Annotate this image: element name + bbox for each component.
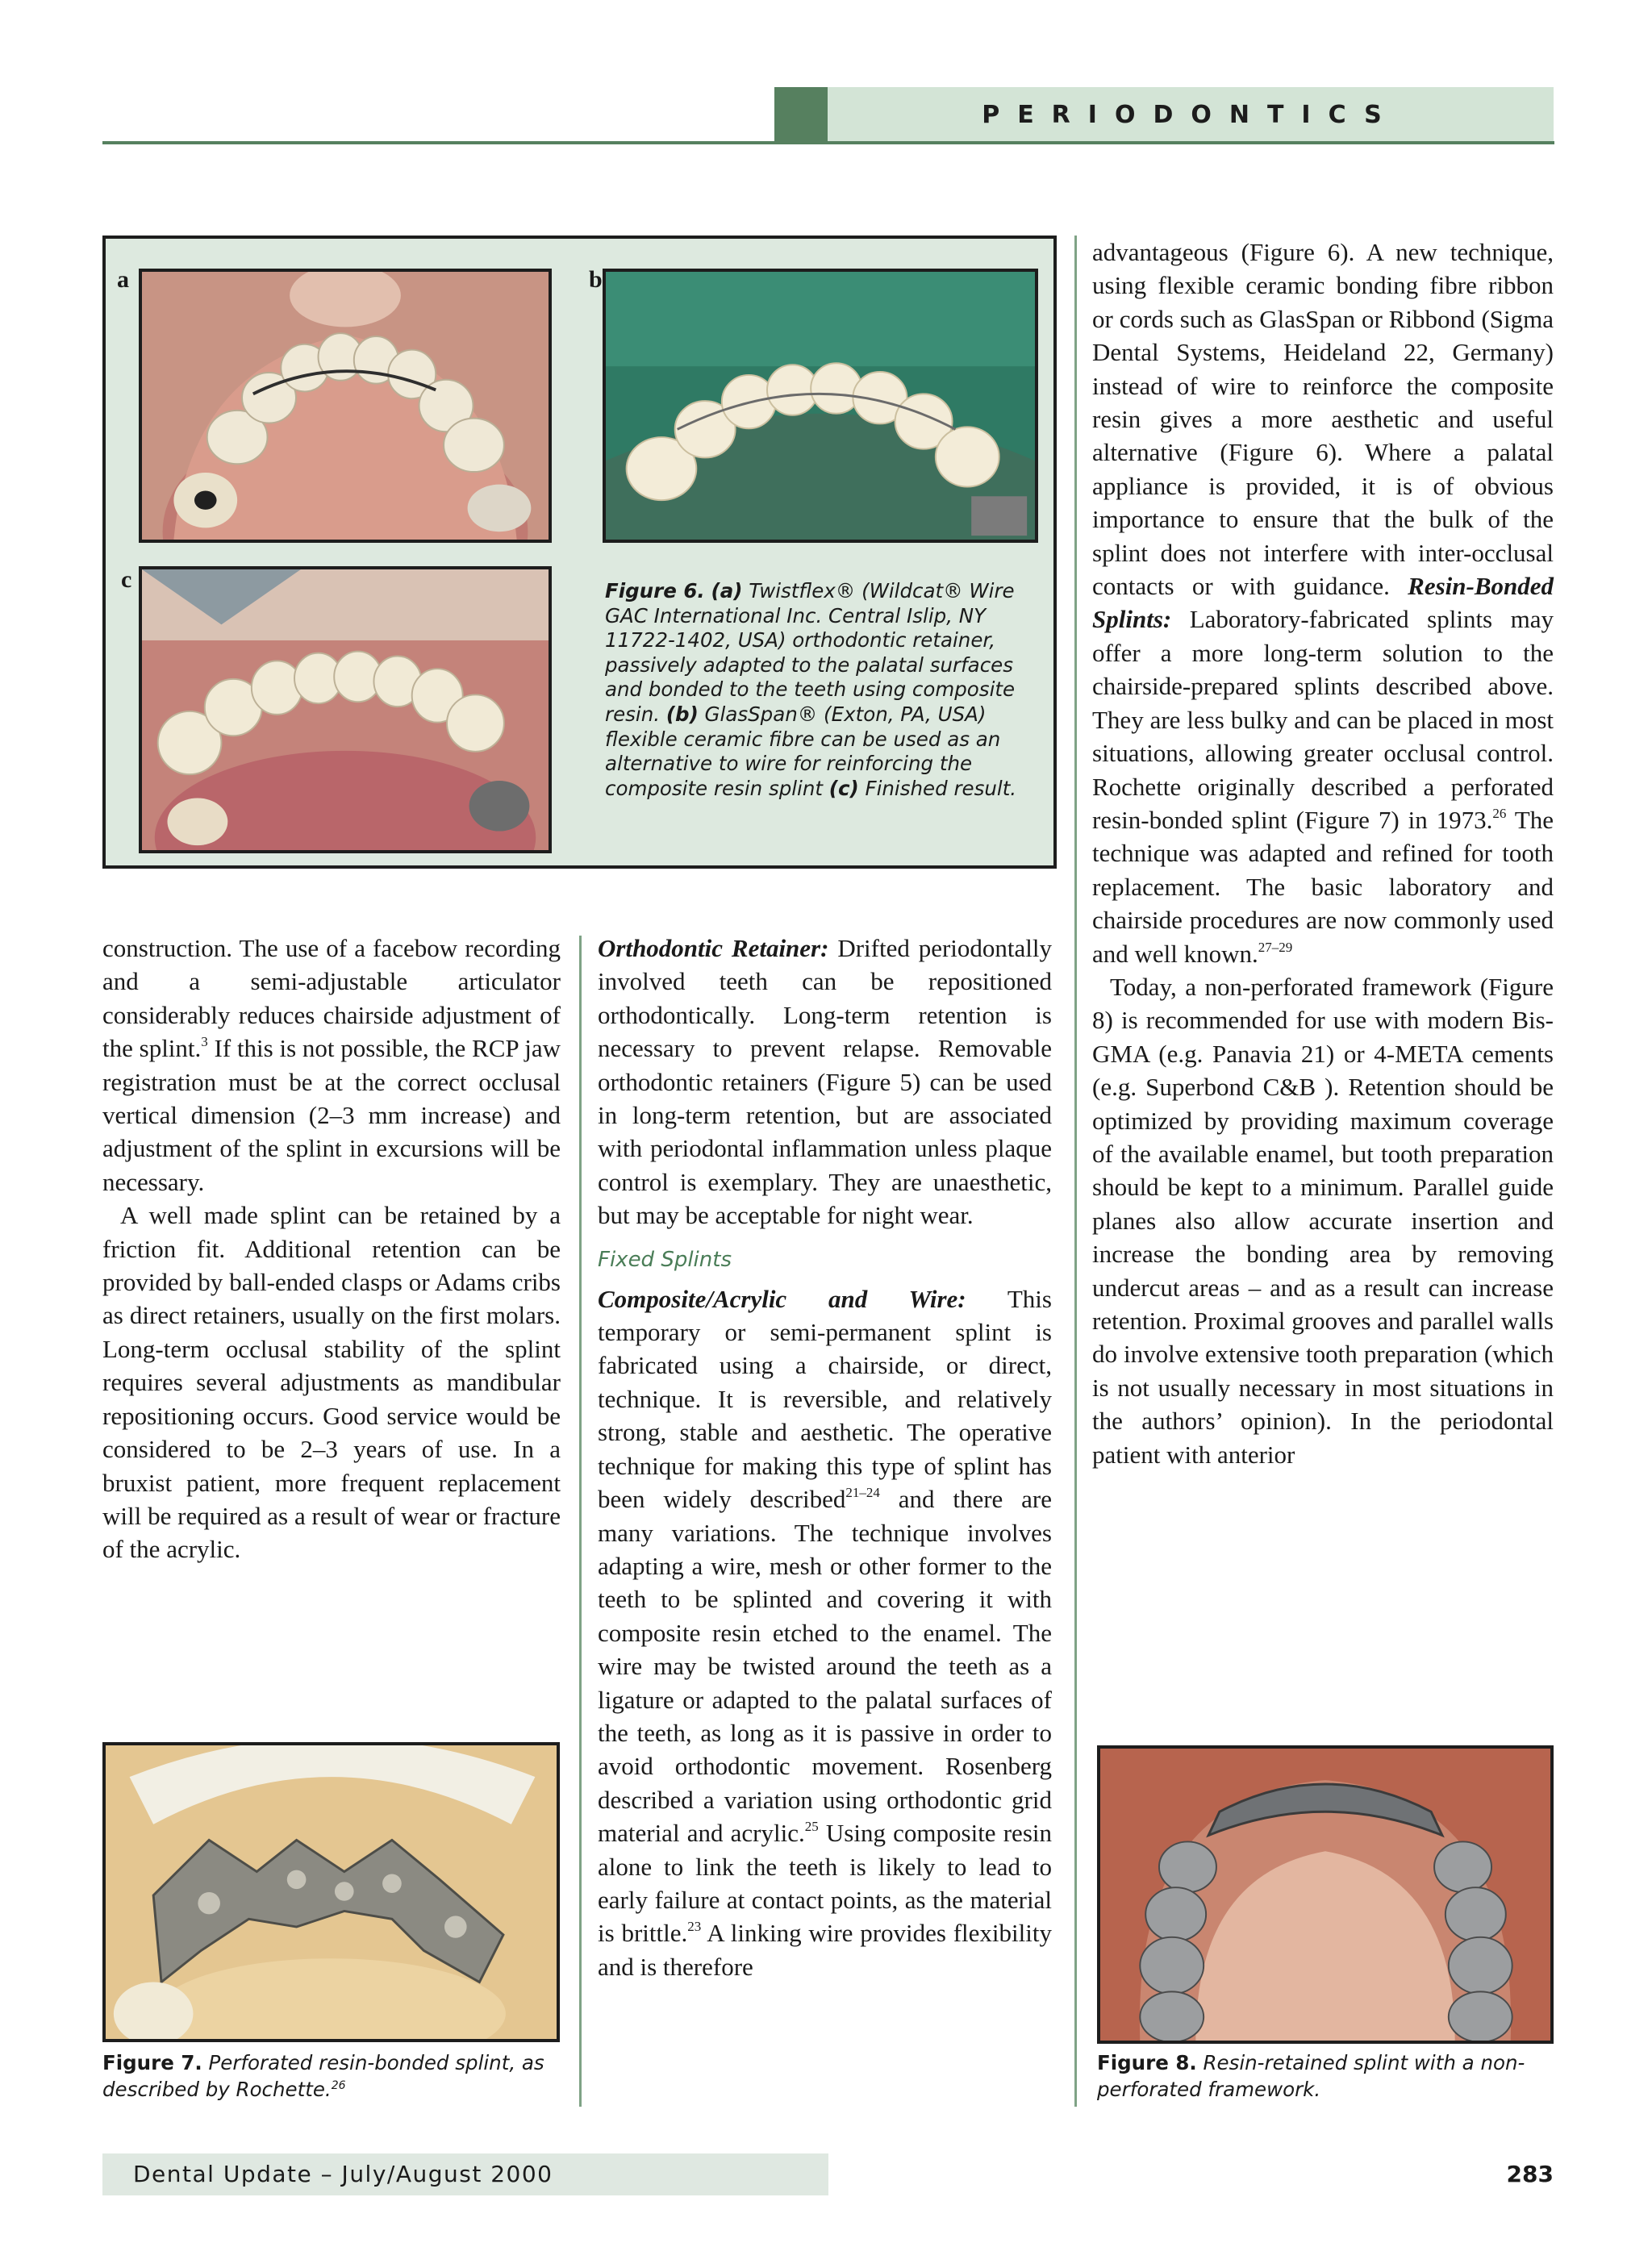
col3-p1-text-b: Laboratory-fabricated splints may offer a more long-term solution to the chairside-prepared splints described above. They are less bulky and can be placed in most situations, allowing greater occlusal control. Rochette originally described a perforated resin-bonded splint (Figure 7) in 1973. — [1092, 605, 1554, 834]
col2-p2-text-c: Using composite resin alone to link the teeth is likely to lead to early failure at contact points, as the material is brittle. — [598, 1819, 1052, 1948]
col2-p1-text: Drifted periodontally involved teeth can be repositioned orthodontically. Long-term retention is necessary to prevent relapse. Removable orthodontic retainers (Figure 5) can be used in long-term retention, but are associated with periodontal inflammation unless plaque control is exemplary. They are unaesthetic, but may be acceptable for night wear. — [598, 934, 1052, 1230]
col3-paragraph-2: Today, a non-perforated framework (Figure 8) is recommended for use with modern Bis-GMA (e.g. Panavia 21) or 4-META cements (e.g. Superbond C&B ). Retention should be optimized by providing maximum coverage of the available enamel, but tooth preparation should be kept to a minimum. Parallel guide planes also allow accurate insertion and increase the bonding area by removing undercut areas – and as a result can increase retention. Proximal grooves and parallel walls do involve extensive tooth preparation (which is not usually necessary in most situations in the authors’ opinion). In the periodontal patient with anterior — [1092, 972, 1554, 1469]
figure-6-panel-label-c: c — [121, 566, 132, 593]
figure-8-caption — [1097, 2049, 1554, 2103]
figure-8-photo — [1097, 1745, 1554, 2044]
column-3 — [1092, 236, 1554, 1471]
col2-paragraph-1 — [598, 932, 1052, 1232]
col2-p2-ref-2: 25 — [804, 1819, 819, 1835]
figure-7-caption — [102, 2049, 562, 2103]
col2-paragraph-2 — [598, 1282, 1052, 1984]
figure-6-caption — [605, 579, 1041, 801]
figure-7-photo — [102, 1742, 560, 2042]
column-rule-left — [579, 936, 582, 2107]
figure-6-caption-b: GlasSpan® (Exton, PA, USA) flexible ceramic fibre can be used as an alternative to wire for reinforcing the composite resin splint — [605, 702, 1001, 800]
col3-p1-ref-2: 27–29 — [1258, 939, 1293, 955]
col2-p2-text-d: A linking wire provides flexibility and is therefore — [598, 1919, 1052, 1981]
col2-p2-ref-3: 23 — [687, 1919, 702, 1935]
page-number: 283 — [1506, 2161, 1554, 2187]
section-title: PERIODONTICS — [982, 101, 1400, 129]
figure-8-label: Figure 8. — [1097, 2051, 1197, 2074]
col2-runin-orthodontic-retainer: Orthodontic Retainer: — [598, 934, 829, 962]
col1-p1-text-b: If this is not possible, the RCP jaw registration must be at the correct occlusal vertical dimension (2–3 mm increase) and adjustment of the splint in excursions will be necessary. — [102, 1034, 561, 1196]
figure-6-panel-label-a: a — [117, 266, 129, 293]
figure-6-panel-label-b: b — [589, 266, 603, 293]
footer-journal: Dental Update – July/August 2000 — [133, 2161, 553, 2187]
col3-p1-text-c: The technique was adapted and refined for tooth replacement. The basic laboratory and chairside procedures are now commonly used and well known. — [1092, 805, 1554, 968]
col2-p2-text-a: This temporary or semi-permanent splint is fabricated using a chairside, or direct, technique. It is reversible, and relatively strong, stable and aesthetic. The operative technique for making this type of splint has been widely described — [598, 1284, 1052, 1514]
column-rule-right — [1074, 236, 1077, 2107]
figure-6b-photo — [603, 269, 1038, 543]
col3-paragraph-1 — [1092, 236, 1554, 970]
figure-6-caption-b-tag: (b) — [665, 702, 699, 726]
subheading-fixed-splints: Fixed Splints — [598, 1247, 732, 1272]
col1-paragraph-2: A well made splint can be retained by a friction fit. Additional retention can be provided by ball-ended clasps or Adams cribs as direct retainers, usually on the first molars. Long-term occlusal stability of the splint requires several adjustments as mandibular repositioning occurs. Good service would be considered to be 2–3 years of use. In a bruxist patient, more frequent replacement will be required as a result of wear or fracture of the acrylic. — [102, 1201, 561, 1564]
figure-7-ref: 26 — [331, 2079, 346, 2092]
figure-6a-photo — [139, 269, 552, 543]
figure-7-label: Figure 7. — [102, 2051, 202, 2074]
column-1 — [102, 932, 561, 1566]
figure-8-caption-text: Resin-retained splint with a non-perforated framework. — [1097, 2051, 1525, 2101]
header-accent-block — [774, 87, 828, 144]
col3-runin-resin-bonded-splints: Resin-Bonded Splints: — [1092, 572, 1554, 634]
header-rule — [102, 141, 1554, 144]
col1-p1-ref: 3 — [201, 1034, 208, 1050]
col1-paragraph-1 — [102, 932, 561, 1199]
figure-6-caption-a-tag: (a) — [711, 579, 743, 602]
figure-6-caption-label: Figure 6. — [605, 579, 705, 602]
col2-runin-composite-acrylic-wire: Composite/Acrylic and Wire: — [598, 1284, 966, 1313]
col1-p1-text-a: construction. The use of a facebow recording and a semi-adjustable articulator considerably reduces chairside adjustment of the splint. — [102, 934, 561, 1063]
figure-6-caption-c: Finished result. — [858, 776, 1017, 800]
figure-6c-photo — [139, 566, 552, 853]
col3-p1-text-a: advantageous (Figure 6). A new technique, using flexible ceramic bonding fibre ribbon or cords such as GlasSpan or Ribbond (Sigma Dental Systems, Heideland 22, Germany) instead of wire to reinforce the composite resin gives a more aesthetic and useful alternative (Figure 6). Where a palatal appliance is provided, it is of obvious importance to ensure that the bulk of the splint does not interfere with inter-occlusal contacts or with guidance. — [1092, 238, 1554, 601]
column-2 — [598, 932, 1052, 1983]
figure-6-caption-c-tag: (c) — [828, 776, 859, 800]
figure-7-caption-text: Perforated resin-bonded splint, as described by Rochette. — [102, 2051, 544, 2101]
figure-6-caption-a: Twistflex® (Wildcat® Wire GAC International Inc. Central Islip, NY 11722-1402, USA) orthodontic retainer, passively adapted to the palatal surfaces and bonded to the teeth using composite resin. — [605, 579, 1016, 726]
col2-p2-ref-1: 21–24 — [845, 1485, 880, 1501]
col3-p1-ref-1: 26 — [1492, 805, 1507, 821]
col2-p2-text-b: and there are many variations. The technique involves adapting a wire, mesh or other former to the teeth to be splinted and covering it with composite resin etched to the enamel. The wire may be twisted around the teeth as a ligature or adapted to the palatal surfaces of the teeth, as long as it is passive in order to avoid orthodontic movement. Rosenberg described a variation using orthodontic grid material and acrylic. — [598, 1485, 1052, 1848]
